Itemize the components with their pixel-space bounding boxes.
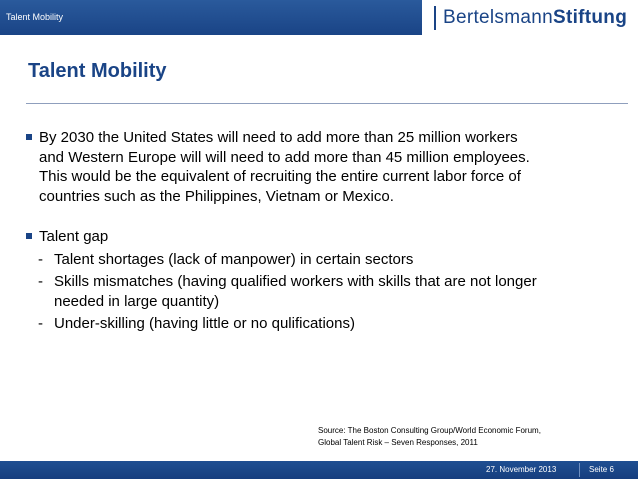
sub-item-line: Skills mismatches (having qualified workers with skills that are not longer bbox=[54, 273, 537, 290]
bullet-item bbox=[26, 128, 586, 206]
dash-marker: - bbox=[38, 273, 43, 290]
bullet-line: countries such as the Philippines, Vietnam or Mexico. bbox=[39, 187, 394, 205]
slide-content bbox=[26, 128, 586, 334]
slide-title: Talent Mobility bbox=[28, 60, 167, 82]
footer-date: 27. November 2013 bbox=[486, 465, 557, 474]
sub-list-item bbox=[26, 272, 586, 311]
bertelsmann-stiftung-logo bbox=[434, 6, 627, 30]
bullet-heading: Talent gap bbox=[39, 228, 109, 245]
sub-list-item bbox=[26, 250, 586, 270]
bullet-line: By 2030 the United States will need to add more than 25 million workers bbox=[39, 129, 518, 146]
bullet-line: and Western Europe will will need to add more than 45 million employees. bbox=[39, 148, 530, 166]
section-label: Talent Mobility bbox=[6, 12, 64, 22]
bullet-square-icon bbox=[26, 233, 32, 239]
page-number: Seite 6 bbox=[589, 465, 614, 474]
footer-divider bbox=[579, 463, 580, 477]
sub-list-item bbox=[26, 314, 586, 334]
source-line: Source: The Boston Consulting Group/World Economic Forum, bbox=[318, 426, 541, 435]
header-bar bbox=[0, 0, 638, 35]
logo-divider bbox=[434, 6, 436, 30]
title-divider bbox=[26, 103, 628, 104]
sub-item-line: needed in large quantity) bbox=[54, 292, 220, 310]
logo-wordmark: BertelsmannStiftung bbox=[443, 7, 628, 28]
bullet-square-icon bbox=[26, 134, 32, 140]
dash-marker: - bbox=[38, 250, 43, 268]
source-note bbox=[318, 425, 541, 449]
sub-item-line: Talent shortages (lack of manpower) in certain sectors bbox=[54, 250, 414, 268]
bullet-item bbox=[26, 227, 586, 247]
dash-marker: - bbox=[38, 315, 43, 332]
header-blue-band bbox=[0, 0, 422, 35]
bullet-text bbox=[39, 128, 530, 206]
sub-item-line: Under-skilling (having little or no qulifications) bbox=[54, 315, 355, 332]
bullet-line: This would be the equivalent of recruiting the entire current labor force of bbox=[39, 168, 521, 185]
source-line: Global Talent Risk – Seven Responses, 2011 bbox=[318, 438, 478, 447]
